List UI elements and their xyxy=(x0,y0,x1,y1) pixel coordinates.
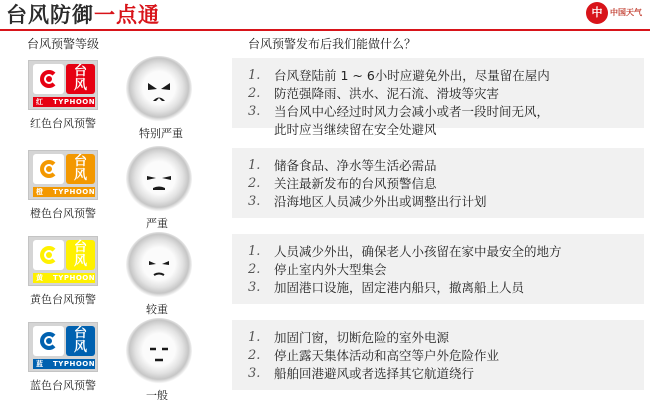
advice-item xyxy=(248,261,562,279)
advice-item xyxy=(248,279,562,297)
typhoon-spiral-icon xyxy=(40,160,58,178)
advice-list xyxy=(248,329,499,383)
badge-band-text: TYPHOON xyxy=(53,274,96,282)
face-icon-extreme xyxy=(126,56,192,122)
badge-band-text: TYPHOON xyxy=(53,98,96,106)
title-part-1: 台风防御 xyxy=(6,3,94,27)
typhoon-spiral-box xyxy=(33,240,64,270)
badge-band xyxy=(33,273,95,283)
warning-levels-heading: 台风预警等级 xyxy=(27,37,100,51)
blue-warning-badge xyxy=(28,322,98,372)
advice-number: 1. xyxy=(248,68,261,83)
china-weather-logo xyxy=(586,2,648,28)
typhoon-spiral-icon xyxy=(40,332,58,350)
severity-label: 一般 xyxy=(146,389,168,400)
advice-text: 此时应当继续留在安全处避风 xyxy=(274,122,437,137)
orange-warning-badge xyxy=(28,150,98,200)
advice-text: 加固门窗，切断危险的室外电源 xyxy=(274,330,450,345)
page-title xyxy=(6,2,160,28)
advice-text: 当台风中心经过时风力会减小或者一段时间无风， xyxy=(274,104,550,119)
advice-item xyxy=(248,85,550,103)
advice-number: 3. xyxy=(248,194,261,209)
badge-level: 蓝 xyxy=(36,360,43,368)
advice-number: 3. xyxy=(248,104,261,119)
title-divider xyxy=(0,29,650,31)
advice-list xyxy=(248,157,487,211)
badge-glyph: 台 风 xyxy=(66,64,95,94)
typhoon-spiral-box xyxy=(33,154,64,184)
face-icon-moderate xyxy=(126,232,192,298)
badge-level: 黄 xyxy=(36,274,43,282)
badge-band-text: TYPHOON xyxy=(53,188,96,196)
yellow-warning-badge xyxy=(28,236,98,286)
title-part-2: 一点通 xyxy=(94,3,160,27)
badge-label: 橙色台风预警 xyxy=(30,207,96,220)
advice-text: 船舶回港避风或者选择其它航道绕行 xyxy=(274,366,475,381)
warning-row-blue xyxy=(0,318,650,400)
advice-item xyxy=(248,175,487,193)
advice-item xyxy=(248,67,550,85)
badge-band xyxy=(33,359,95,369)
advice-item xyxy=(248,243,562,261)
advice-panel xyxy=(232,234,644,304)
face-icon-general xyxy=(126,318,192,384)
warning-row-yellow xyxy=(0,232,650,316)
advice-item xyxy=(248,193,487,211)
severity-label: 严重 xyxy=(146,217,168,230)
advice-number: 3. xyxy=(248,366,261,381)
badge-label: 红色台风预警 xyxy=(30,117,96,130)
advice-text: 人员减少外出，确保老人小孩留在家中最安全的地方 xyxy=(274,244,562,259)
advice-text: 关注最新发布的台风预警信息 xyxy=(274,176,437,191)
badge-glyph: 台 风 xyxy=(66,154,95,184)
advice-number: 1. xyxy=(248,330,261,345)
advice-number: 2. xyxy=(248,86,261,101)
advice-number: 2. xyxy=(248,176,261,191)
typhoon-spiral-box xyxy=(33,64,64,94)
advice-text: 台风登陆前 1 ~ 6小时应避免外出，尽量留在屋内 xyxy=(274,68,550,83)
warning-row-orange xyxy=(0,146,650,230)
advice-panel xyxy=(232,148,644,218)
typhoon-spiral-box xyxy=(33,326,64,356)
advice-panel xyxy=(232,320,644,390)
badge-label: 蓝色台风预警 xyxy=(30,379,96,392)
advice-number: 3. xyxy=(248,280,261,295)
advice-list xyxy=(248,67,550,139)
typhoon-spiral-icon xyxy=(40,246,58,264)
advice-number: 2. xyxy=(248,262,261,277)
badge-glyph: 台 风 xyxy=(66,326,95,356)
badge-level: 红 xyxy=(36,98,43,106)
advice-item xyxy=(248,329,499,347)
badge-glyph: 台 风 xyxy=(66,240,95,270)
header xyxy=(0,0,650,30)
advice-item xyxy=(248,365,499,383)
advice-item xyxy=(248,103,550,121)
badge-band-text: TYPHOON xyxy=(53,360,96,368)
typhoon-spiral-icon xyxy=(40,70,58,88)
warning-row-red xyxy=(0,56,650,140)
advice-item xyxy=(248,121,550,139)
advice-text: 停止室内外大型集会 xyxy=(274,262,387,277)
logo-mark: 中 xyxy=(586,2,608,24)
advice-text: 停止露天集体活动和高空等户外危险作业 xyxy=(274,348,500,363)
badge-band xyxy=(33,97,95,107)
advice-number: 1. xyxy=(248,244,261,259)
advice-item xyxy=(248,157,487,175)
badge-band xyxy=(33,187,95,197)
advice-number: 2. xyxy=(248,348,261,363)
face-icon-severe xyxy=(126,146,192,212)
advice-item xyxy=(248,347,499,365)
badge-label: 黄色台风预警 xyxy=(30,293,96,306)
advice-text: 储备食品、净水等生活必需品 xyxy=(274,158,437,173)
severity-label: 特别严重 xyxy=(139,127,183,140)
logo-text: 中国天气 xyxy=(610,8,642,17)
actions-heading: 台风预警发布后我们能做什么？ xyxy=(248,37,417,51)
advice-text: 加固港口设施，固定港内船只，撤离船上人员 xyxy=(274,280,525,295)
red-warning-badge xyxy=(28,60,98,110)
advice-panel xyxy=(232,58,644,137)
badge-level: 橙 xyxy=(36,188,43,196)
advice-text: 防范强降雨、洪水、泥石流、滑坡等灾害 xyxy=(274,86,500,101)
advice-number: 1. xyxy=(248,158,261,173)
severity-label: 较重 xyxy=(146,303,168,316)
advice-text: 沿海地区人员减少外出或调整出行计划 xyxy=(274,194,487,209)
advice-list xyxy=(248,243,562,297)
